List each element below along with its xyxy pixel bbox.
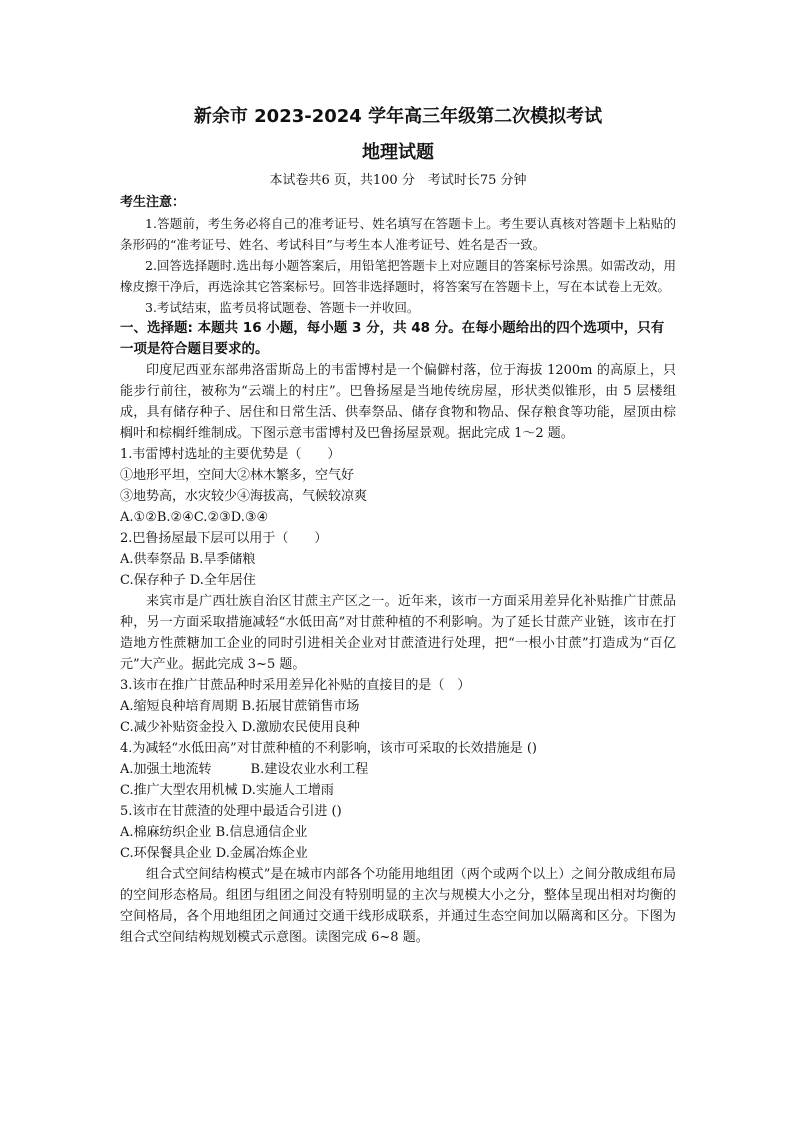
exam-meta: 本试卷共6 页，共100 分 考试时长75 分钟 bbox=[269, 173, 527, 188]
question-3-options-2: C.减少补贴资金投入 D.激励农民使用良种 bbox=[120, 720, 360, 735]
question-2-options-1: A.供奉祭品 B.旱季储粮 bbox=[120, 552, 256, 567]
question-5-options-1: A.棉麻纺织企业 B.信息通信企业 bbox=[120, 825, 308, 840]
notice-item-2: 2.回答选择题时.选出每小题答案后，用铅笔把答题卡上对应题目的答案标号涂黑。如需改动，用橡皮擦干净后，再选涂其它答案标号。回答非选择题时，将答案写在答题卡上，写在本试卷上无效。 bbox=[120, 258, 676, 294]
question-4-options-1: A.加强土地流转 B.建设农业水利工程 bbox=[120, 762, 369, 777]
question-3-stem: 3.该市在推广甘蔗品种时采用差异化补贴的直接目的是（ ） bbox=[120, 678, 471, 693]
question-5-stem: 5.该市在甘蔗渣的处理中最适合引进 () bbox=[120, 804, 342, 819]
question-2-options-2: C.保存种子 D.全年居住 bbox=[120, 573, 256, 588]
notice-item-3: 3.考试结束，监考员将试题卷、答题卡一并收回。 bbox=[145, 300, 420, 315]
subject-title: 地理试题 bbox=[362, 142, 434, 163]
passage-1: 印度尼西亚东部弗洛雷斯岛上的韦雷博村是一个偏僻村落，位于海拔 1200m 的高原上，只能步行前往，被称为“云端上的村庄”。巴鲁扬屋是当地传统房屋，形状类似锥形，由 5 层楼组成，具有储存种子、居住和日常生活、供奉祭品、储存食物和物品、保存粮食等功能，屋顶由棕榈叶和棕榈纤维制成。下图示意韦雷博村及巴鲁扬屋景观。据此完成 1～2 题。 bbox=[120, 363, 676, 441]
passage-3: 组合式空间结构模式”是在城市内部各个功能用地组团（两个或两个以上）之间分散成组布局的空间形态格局。组团与组团之间没有特别明显的主次与规模大小之分，整体呈现出相对均衡的空间格局，各个用地组团之间通过交通干线形成联系，并通过生态空间加以隔离和区分。下图为组合式空间结构规划模式示意图。读图完成 6~8 题。 bbox=[120, 867, 676, 945]
exam-content bbox=[120, 104, 676, 948]
question-2-stem: 2.巴鲁扬屋最下层可以用于（ ） bbox=[120, 531, 328, 546]
notice-item-1: 1.答题前，考生务必将自己的准考证号、姓名填写在答题卡上。考生要认真核对答题卡上粘贴的条形码的“准考证号、姓名、考试科目”与考生本人准考证号、姓名是否一致。 bbox=[120, 216, 676, 252]
question-1-statements-b: ③地势高，水灾较少④海拔高，气候较凉爽 bbox=[120, 489, 368, 504]
notice-heading: 考生注意： bbox=[120, 195, 186, 210]
exam-title: 新余市 2023-2024 学年高三年级第二次模拟考试 bbox=[193, 106, 603, 127]
section-heading: 一、选择题: 本题共 16 小题，每小题 3 分，共 48 分。在每小题给出的四个选项中，只有一项是符合题目要求的。 bbox=[120, 320, 665, 357]
question-4-stem: 4.为减轻“水低田高”对甘蔗种植的不利影响，该市可采取的长效措施是 () bbox=[120, 741, 537, 756]
question-4-options-2: C.推广大型农用机械 D.实施人工增雨 bbox=[120, 783, 334, 798]
question-1-statements-a: ①地形平坦，空间大②林木繁多，空气好 bbox=[120, 468, 355, 483]
question-1-choices: A.①②B.②④C.②③D.③④ bbox=[120, 510, 269, 525]
question-5-options-2: C.环保餐具企业 D.金属冶炼企业 bbox=[120, 846, 308, 861]
passage-2: 来宾市是广西壮族自治区甘蔗主产区之一。近年来，该市一方面采用差异化补贴推广甘蔗品种，另一方面采取措施减轻“水低田高”对甘蔗种植的不利影响。为了延长甘蔗产业链，该市在打造地方性蔗糖加工企业的同时引进相关企业对甘蔗渣进行处理，把“一根小甘蔗”打造成为“百亿元”大产业。据此完成 3~5 题。 bbox=[120, 594, 676, 672]
question-1-stem: 1.韦雷博村选址的主要优势是（ ） bbox=[120, 447, 341, 462]
question-3-options-1: A.缩短良种培育周期 B.拓展甘蔗销售市场 bbox=[120, 699, 360, 714]
